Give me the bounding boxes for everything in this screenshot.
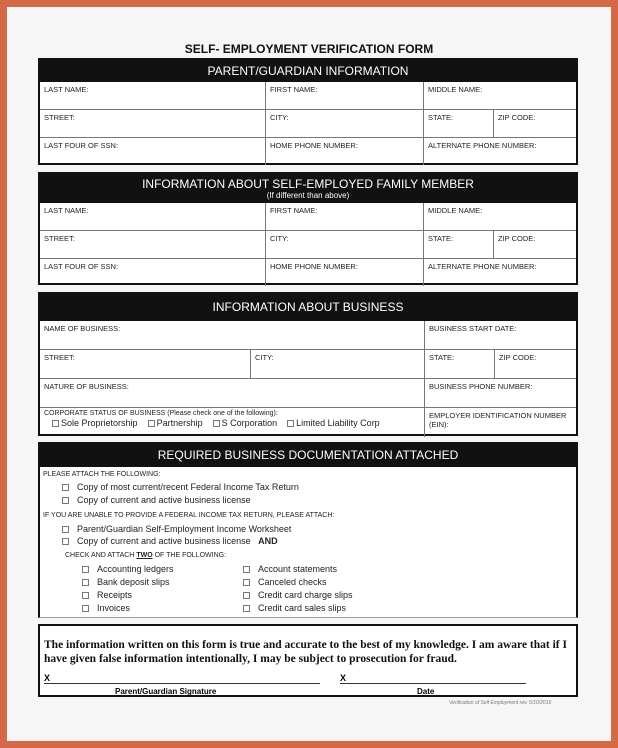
x-mark: X xyxy=(44,673,51,683)
option-label: Sole Proprietorship xyxy=(61,418,138,428)
item-label: Account statements xyxy=(258,564,338,574)
first-name-field[interactable]: FIRST NAME: xyxy=(265,82,423,109)
section-header xyxy=(40,174,576,203)
unable-instruction: IF YOU ARE UNABLE TO PROVIDE A FEDERAL INCOME TAX RETURN, PLEASE ATTACH: xyxy=(43,512,335,519)
checklist-item[interactable] xyxy=(62,524,291,534)
attestation-text: The information written on this form is true and accurate to the best of my knowledge. I am aware that if I have given false information intentionally, I may be subject to prosecution for fraud. xyxy=(44,639,567,665)
ssn-field[interactable]: LAST FOUR OF SSN: xyxy=(44,262,119,271)
checklist-item[interactable] xyxy=(243,577,327,587)
check-two-instruction xyxy=(65,552,226,559)
checkbox-icon xyxy=(243,592,250,599)
nature-field[interactable]: NATURE OF BUSINESS: xyxy=(44,382,129,391)
checkbox-icon xyxy=(287,420,294,427)
item-label: Credit card charge slips xyxy=(258,590,353,600)
form-page xyxy=(7,7,611,741)
checklist-item[interactable] xyxy=(82,577,170,587)
option-llc[interactable] xyxy=(287,418,380,428)
checkbox-icon xyxy=(243,566,250,573)
business-section xyxy=(38,292,578,436)
alt-phone-field[interactable]: ALTERNATE PHONE NUMBER: xyxy=(423,259,576,286)
signature-label: Parent/Guardian Signature xyxy=(115,687,217,696)
option-label: Partnership xyxy=(156,418,203,428)
item-label: Invoices xyxy=(97,603,131,613)
checkbox-icon xyxy=(82,566,89,573)
checkbox-icon xyxy=(243,579,250,586)
parent-guardian-section xyxy=(38,58,578,165)
checkbox-icon xyxy=(82,592,89,599)
text: CHECK AND ATTACH xyxy=(65,552,137,559)
item-label: Copy of current and active business license xyxy=(77,536,251,546)
corporate-status-field xyxy=(40,408,424,437)
section-title: INFORMATION ABOUT SELF-EMPLOYED FAMILY MEMBER xyxy=(142,177,474,191)
checkbox-icon xyxy=(62,538,69,545)
checklist-item[interactable] xyxy=(62,495,251,505)
attach-instruction: PLEASE ATTACH THE FOLLOWING: xyxy=(43,471,161,478)
form-title: SELF- EMPLOYMENT VERIFICATION FORM xyxy=(184,42,434,56)
city-field[interactable]: CITY: xyxy=(265,231,423,258)
section-subtitle: (If different than above) xyxy=(266,191,350,200)
item-label: Receipts xyxy=(97,590,133,600)
checkbox-icon xyxy=(213,420,220,427)
item-label: Canceled checks xyxy=(258,577,327,587)
checkbox-icon xyxy=(52,420,59,427)
checklist-item[interactable] xyxy=(243,590,353,600)
and-label: AND xyxy=(258,536,278,546)
checkbox-icon xyxy=(62,484,69,491)
checklist-item[interactable] xyxy=(243,564,337,574)
checklist-item[interactable] xyxy=(82,564,174,574)
checklist-item[interactable] xyxy=(82,590,132,600)
date-line[interactable] xyxy=(340,673,526,684)
street-field[interactable]: STREET: xyxy=(44,234,75,243)
checkbox-icon xyxy=(62,526,69,533)
signature-line[interactable] xyxy=(44,673,320,684)
state-field[interactable]: STATE: xyxy=(423,231,493,258)
home-phone-field[interactable]: HOME PHONE NUMBER: xyxy=(265,138,423,165)
ein-field[interactable]: EMPLOYER IDENTIFICATION NUMBER (EIN): xyxy=(424,408,576,437)
item-label: Copy of current and active business license xyxy=(77,495,251,505)
last-name-field[interactable]: LAST NAME: xyxy=(44,85,89,94)
section-header: REQUIRED BUSINESS DOCUMENTATION ATTACHED xyxy=(40,444,576,467)
zip-field[interactable]: ZIP CODE: xyxy=(493,110,576,137)
item-label: Accounting ledgers xyxy=(97,564,174,574)
city-field[interactable]: CITY: xyxy=(250,350,424,378)
zip-field[interactable]: ZIP CODE: xyxy=(494,350,576,378)
state-field[interactable]: STATE: xyxy=(423,110,493,137)
street-field[interactable]: STREET: xyxy=(44,353,75,362)
checklist-item[interactable] xyxy=(243,603,346,613)
state-field[interactable]: STATE: xyxy=(424,350,494,378)
text: OF THE FOLLOWING: xyxy=(152,552,227,559)
documentation-section xyxy=(38,442,578,618)
checkbox-icon xyxy=(62,497,69,504)
checklist-item[interactable] xyxy=(62,536,278,546)
option-label: Limited Liability Corp xyxy=(296,418,380,428)
item-label: Copy of most current/recent Federal Income Tax Return xyxy=(77,482,299,492)
item-label: Parent/Guardian Self-Employment Income Worksheet xyxy=(77,524,292,534)
city-field[interactable]: CITY: xyxy=(265,110,423,137)
attestation-section xyxy=(38,624,578,697)
date-label: Date xyxy=(417,687,435,696)
checkbox-icon xyxy=(82,605,89,612)
option-sole-proprietorship[interactable] xyxy=(52,418,138,428)
option-partnership[interactable] xyxy=(148,418,203,428)
alt-phone-field[interactable]: ALTERNATE PHONE NUMBER: xyxy=(423,138,576,165)
item-label: Credit card sales slips xyxy=(258,603,347,613)
section-header: PARENT/GUARDIAN INFORMATION xyxy=(40,60,576,82)
corporate-status-label: CORPORATE STATUS OF BUSINESS (Please check one of the following): xyxy=(44,410,278,417)
checklist-item[interactable] xyxy=(62,482,299,492)
ssn-field[interactable]: LAST FOUR OF SSN: xyxy=(44,141,119,150)
middle-name-field[interactable]: MIDDLE NAME: xyxy=(423,82,576,109)
section-header: INFORMATION ABOUT BUSINESS xyxy=(40,294,576,321)
home-phone-field[interactable]: HOME PHONE NUMBER: xyxy=(265,259,423,286)
footer-revision: Verification of Self Employment rev. 5/10/2016 xyxy=(449,700,552,706)
business-phone-field[interactable]: BUSINESS PHONE NUMBER: xyxy=(424,379,576,407)
option-s-corporation[interactable] xyxy=(213,418,278,428)
option-label: S Corporation xyxy=(221,418,278,428)
zip-field[interactable]: ZIP CODE: xyxy=(493,231,576,258)
item-label: Bank deposit slips xyxy=(97,577,170,587)
middle-name-field[interactable]: MIDDLE NAME: xyxy=(423,203,576,230)
last-name-field[interactable]: LAST NAME: xyxy=(44,206,89,215)
checkbox-icon xyxy=(148,420,155,427)
emphasis: TWO xyxy=(136,552,153,559)
business-name-field[interactable]: NAME OF BUSINESS: xyxy=(44,324,121,333)
checkbox-icon xyxy=(82,579,89,586)
family-member-section xyxy=(38,172,578,285)
checklist-item[interactable] xyxy=(82,603,130,613)
x-mark: X xyxy=(340,673,347,683)
first-name-field[interactable]: FIRST NAME: xyxy=(265,203,423,230)
street-field[interactable]: STREET: xyxy=(44,113,75,122)
start-date-field[interactable]: BUSINESS START DATE: xyxy=(424,321,576,349)
checkbox-icon xyxy=(243,605,250,612)
